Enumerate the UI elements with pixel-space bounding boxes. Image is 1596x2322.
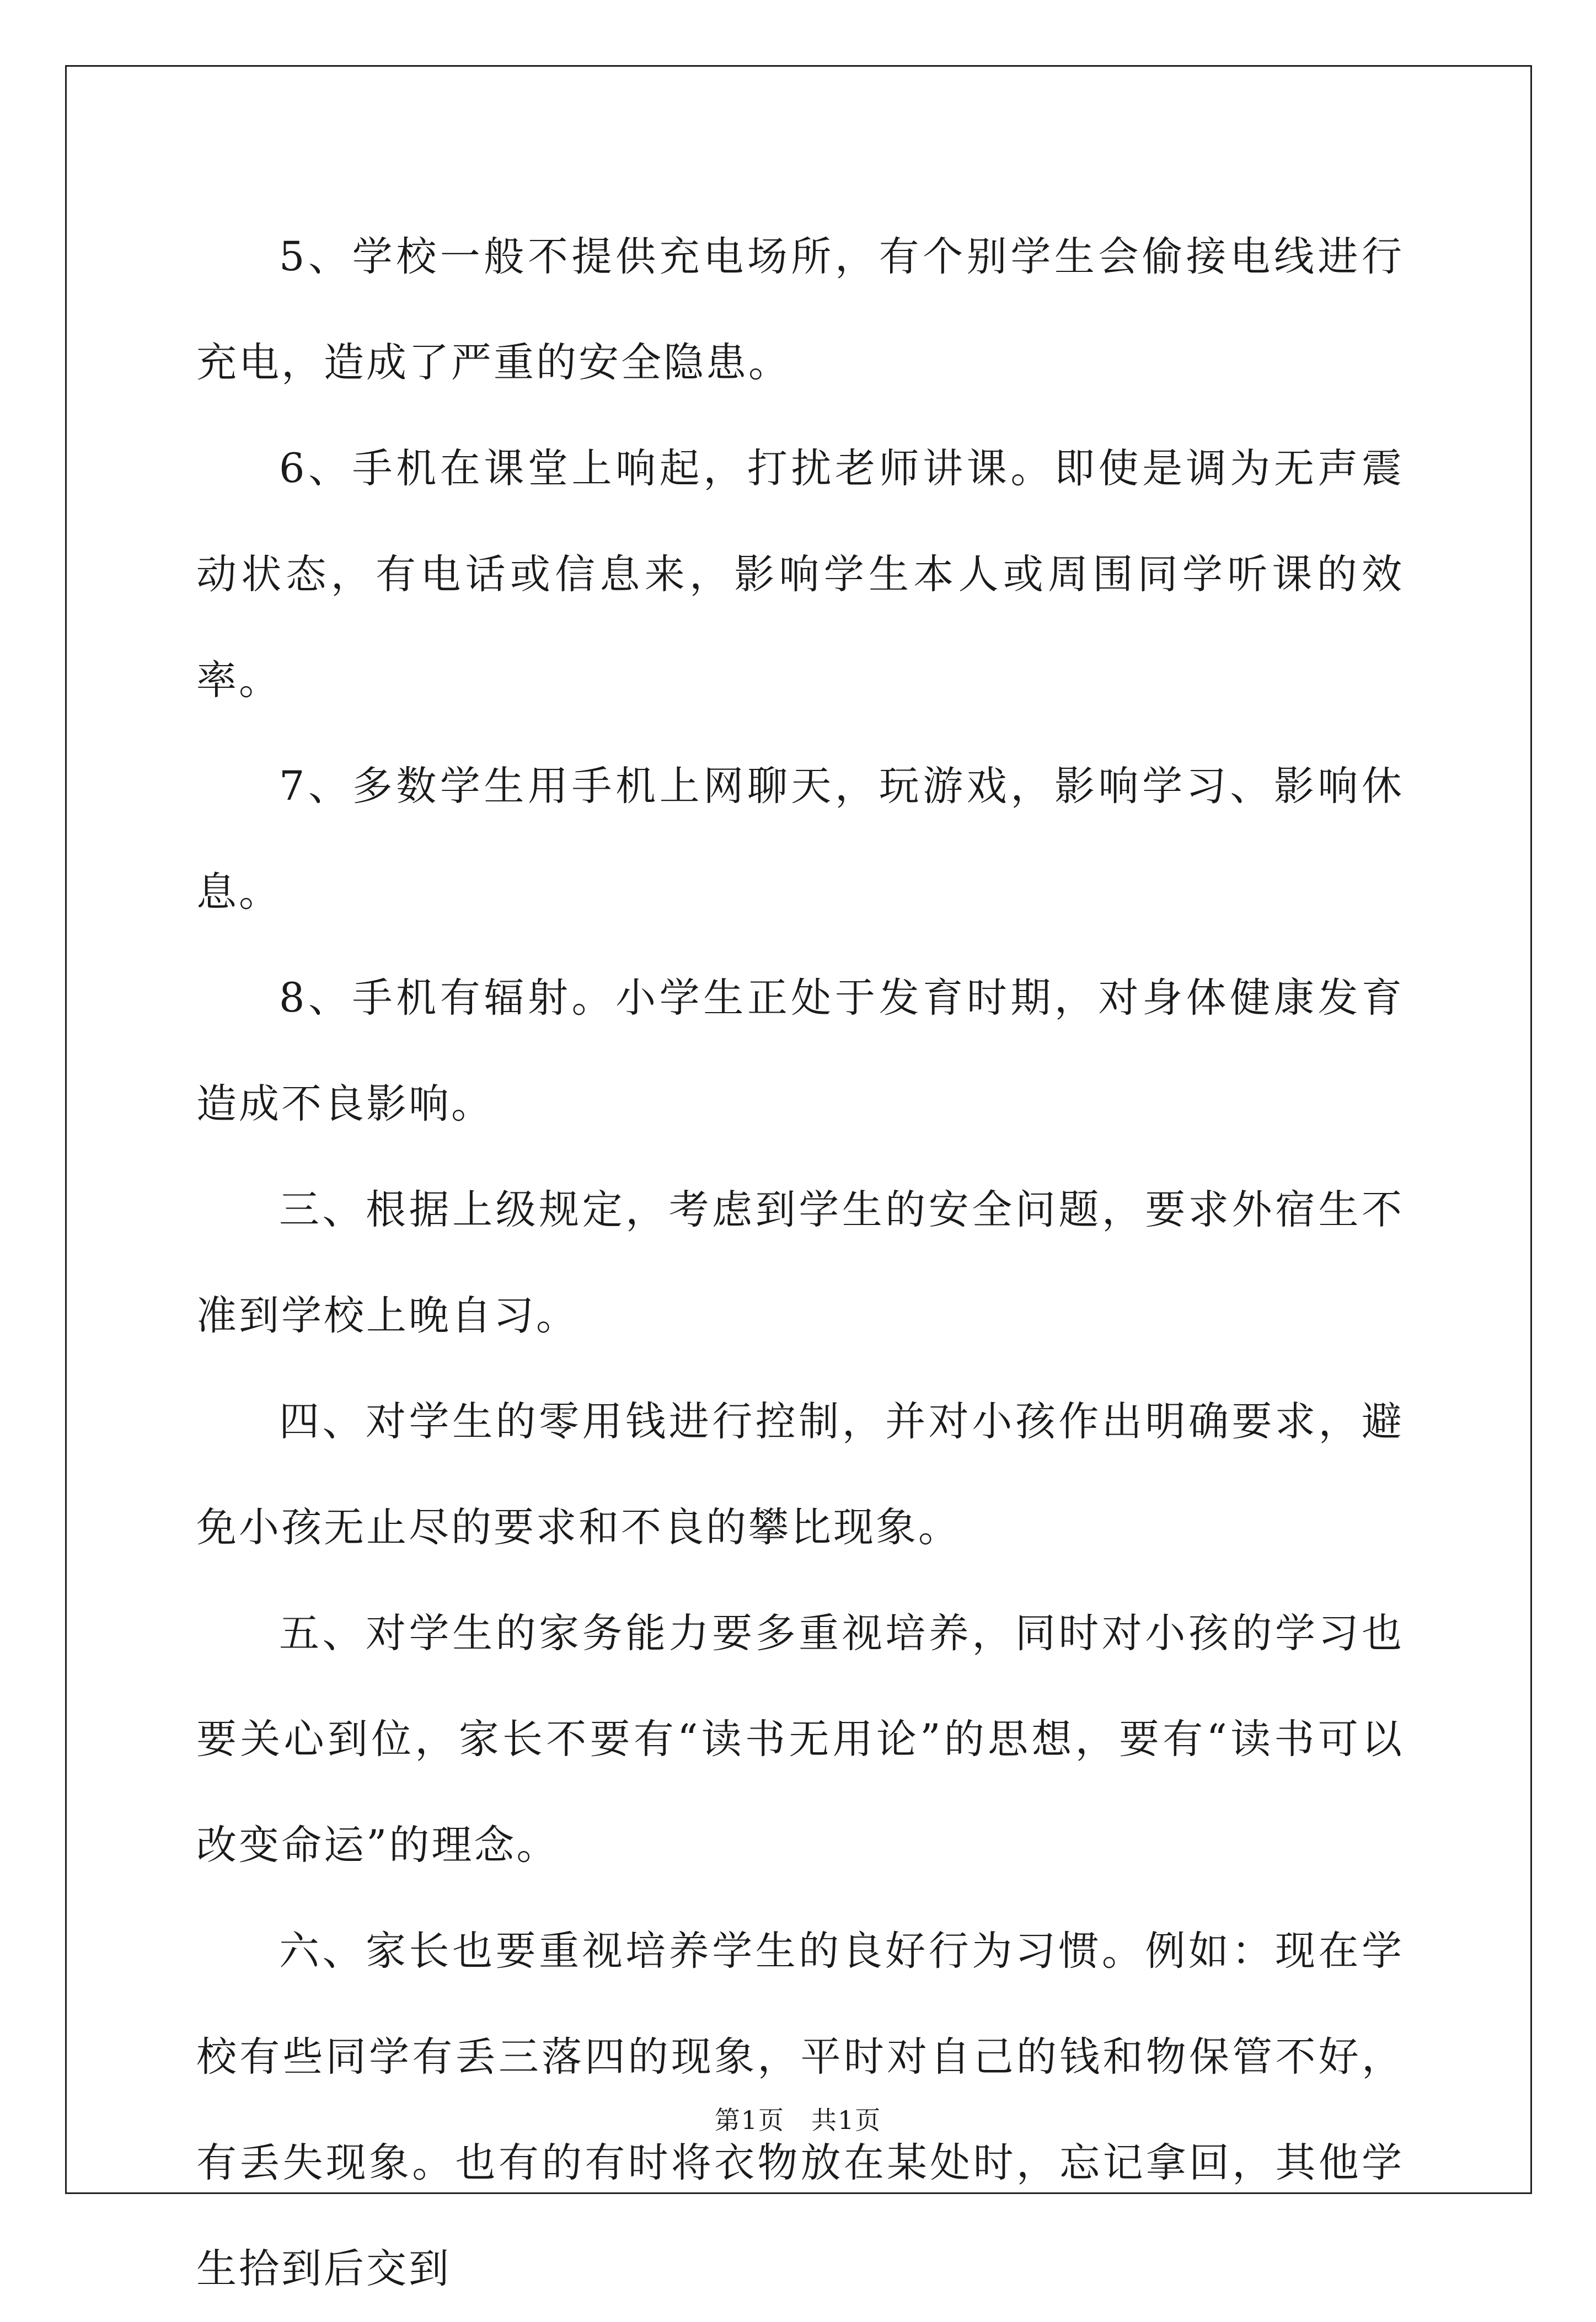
paragraph-item-5-charging: 5、学校一般不提供充电场所，有个别学生会偷接电线进行充电，造成了严重的安全隐患。 [196, 233, 1404, 386]
document-body [196, 204, 1404, 2322]
paragraph-section-6: 六、家长也要重视培养学生的良好行为习惯。例如：现在学校有些同学有丢三落四的现象，平时对自己的钱和物保管不好，有丢失现象。也有的有时将衣物放在某处时，忘记拿回，其他学生拾到后交到 [196, 1928, 1404, 2292]
paragraph-item-7-games: 7、多数学生用手机上网聊天，玩游戏，影响学习、影响休息。 [196, 763, 1404, 916]
paragraph-section-4: 四、对学生的零用钱进行控制，并对小孩作出明确要求，避免小孩无止尽的要求和不良的攀比现象。 [196, 1398, 1404, 1551]
paragraph-item-8-radiation: 8、手机有辐射。小学生正处于发育时期，对身体健康发育造成不良影响。 [196, 975, 1404, 1127]
paragraph-item-6-phone-ringing: 6、手机在课堂上响起，打扰老师讲课。即使是调为无声震动状态，有电话或信息来，影响学生本人或周围同学听课的效率。 [196, 445, 1404, 704]
paragraph-section-5: 五、对学生的家务能力要多重视培养，同时对小孩的学习也要关心到位，家长不要有“读书无用论”的思想，要有“读书可以改变命运”的理念。 [196, 1610, 1404, 1869]
paragraph-section-3: 三、根据上级规定，考虑到学生的安全问题，要求外宿生不准到学校上晚自习。 [196, 1186, 1404, 1339]
page-footer: 第1页 共1页 [714, 2105, 882, 2135]
